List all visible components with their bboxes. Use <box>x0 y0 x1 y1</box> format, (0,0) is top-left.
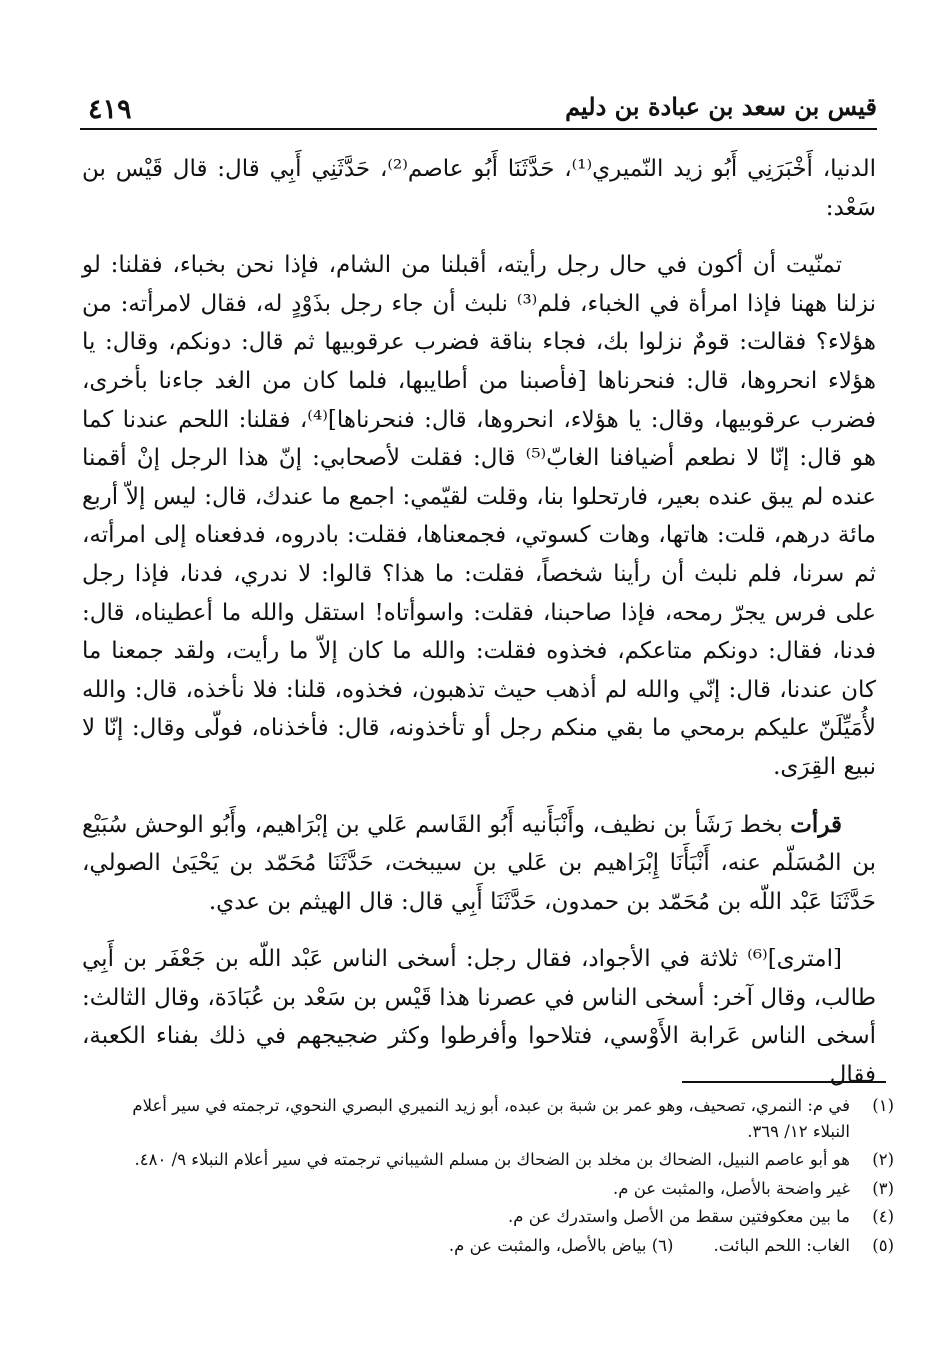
footnote-5-6 <box>96 1233 894 1259</box>
footnote-number: (٦) <box>651 1235 674 1255</box>
footnote-number: (١) <box>872 1096 894 1115</box>
footnote-text: ما بين معكوفتين سقط من الأصل واستدرك عن م. <box>508 1207 850 1226</box>
footnote-text: في م: النمري، تصحيف، وهو عمر بن شبة بن عبده، أبو زيد النميري البصري النحوي، ترجمته في سير أعلام النبلاء ١٢/ ٣٦٩. <box>132 1096 850 1141</box>
footnote-3 <box>96 1176 894 1202</box>
paragraph-3-text: بخط رَشَأ بن نظيف، وأَنْبَأَنيه أَبُو القَاسم عَلي بن إبْرَاهيم، وأَبُو الوحش سُبَيْع بن المُسَلّم عنه، أَنْبَأَنَا إِبْرَاهيم بن عَلي بن سيبخت، حَدَّثَنَا مُحَمّد بن يَحْيَىٰ الصولي، حَدَّثَنَا عَبْد اللّه بن مُحَمّد بن حمدون، حَدَّثَنَا أَبِي قال: قال الهيثم بن عدي. <box>82 811 876 915</box>
main-text <box>82 150 876 1095</box>
paragraph-2: تمنّيت أن أكون في حال رجل رأيته، أقبلنا من الشام، فإذا نحن بخباء، فقلنا: لو نزلنا ههنا فإذا امرأة في الخباء، فلم⁽³⁾ نلبث أن جاء رجل بذَوْدٍ له، فقال لامرأته: من هؤلاء؟ فقالت: قومٌ نزلوا بك، فجاء بناقة فضرب عرقوبيها ثم قال: دونكم، وقال: يا هؤلاء انحروها، قال: فنحرناها [فأصبنا من أطايبها، فلما كان من الغد جاءنا بأخرى، فضرب عرقوبيها، وقال: يا هؤلاء، انحروها، قال: فنحرناها]⁽⁴⁾، فقلنا: اللحم عندنا كما هو قال: إنّا لا نطعم أضيافنا الغابّ⁽⁵⁾ قال: فقلت لأصحابي: إنّ هذا الرجل إنْ أقمنا عنده لم يبق عنده بعير، فارتحلوا بنا، وقلت لقيّمي: اجمع ما عندك، قال: ليس إلاّ أربع مائة درهم، قلت: هاتها، وهات كسوتي، فجمعناها، فقلت: بادروه، فدفعناه إلى امرأته، ثم سرنا، فلم نلبث أن رأينا شخصاً، فقلت: ما هذا؟ قالوا: لا ندري، فدنا، فإذا رجل على فرس يجرّ رمحه، فإذا صاحبنا، فقلت: واسوأتاه! استقل والله ما أعطيناه، قال: فدنا، فقال: دونكم متاعكم، فخذوه فقلت: والله ما كان إلاّ ما رأيت، ولقد جمعنا ما كان عندنا، قال: إنّي والله لم أذهب حيث تذهبون، فخذوه، قلنا: فلا نأخذه، قال: والله لأُمَيِّلَنّ عليكم برمحي ما بقي منكم رجل أو تأخذونه، قال: فأخذناه، فولّى وقال: إنّا لا نبيع القِرَى. <box>82 252 876 780</box>
footnote-4 <box>96 1204 894 1230</box>
paragraph-1: الدنيا، أَخْبَرَنِي أَبُو زيد النّميري⁽¹⁾، حَدَّثَنَا أَبُو عاصم⁽²⁾، حَدَّثَنِي أَبِي قال: قال قَيْس بن سَعْد: <box>82 156 876 221</box>
footnote-text: هو أبو عاصم النبيل، الضحاك بن مخلد بن الضحاك بن مسلم الشيباني ترجمته في سير أعلام النبلاء ٩/ ٤٨٠. <box>134 1150 850 1169</box>
footnote-text: غير واضحة بالأصل، والمثبت عن م. <box>612 1178 850 1198</box>
footnote-1 <box>96 1093 894 1144</box>
footnote-number: (٢) <box>872 1150 894 1169</box>
page-number: ٤١٩ <box>88 94 132 125</box>
footnote-number: (٣) <box>872 1178 894 1198</box>
footnote-divider <box>682 1081 886 1083</box>
footnote-2 <box>96 1147 894 1173</box>
footnote-text: بياض بالأصل، والمثبت عن م. <box>448 1235 647 1255</box>
paragraph-3 <box>82 806 876 922</box>
lead-word: قرأت <box>790 810 843 838</box>
footnote-number: (٥) <box>872 1235 894 1255</box>
footnote-text: الغاب: اللحم البائت. <box>713 1235 850 1255</box>
footnotes <box>96 1093 894 1261</box>
paragraph-4: [امترى]⁽⁶⁾ ثلاثة في الأجواد، فقال رجل: أسخى الناس عَبْد اللّه بن جَعْفَر بن أَبِي طالب، وقال آخر: أسخى الناس في عصرنا هذا قَيْس بن سَعْد بن عُبَادَة، وقال الثالث: أسخى الناس عَرابة الأَوْسي، فتلاحوا وأفرطوا وكثر ضجيجهم في ذلك بفناء الكعبة، فقال <box>82 946 876 1089</box>
footnote-6 <box>449 1233 674 1259</box>
running-title: قيس بن سعد بن عبادة بن دليم <box>565 92 877 121</box>
page-header <box>80 86 877 130</box>
footnote-number: (٤) <box>872 1207 894 1226</box>
